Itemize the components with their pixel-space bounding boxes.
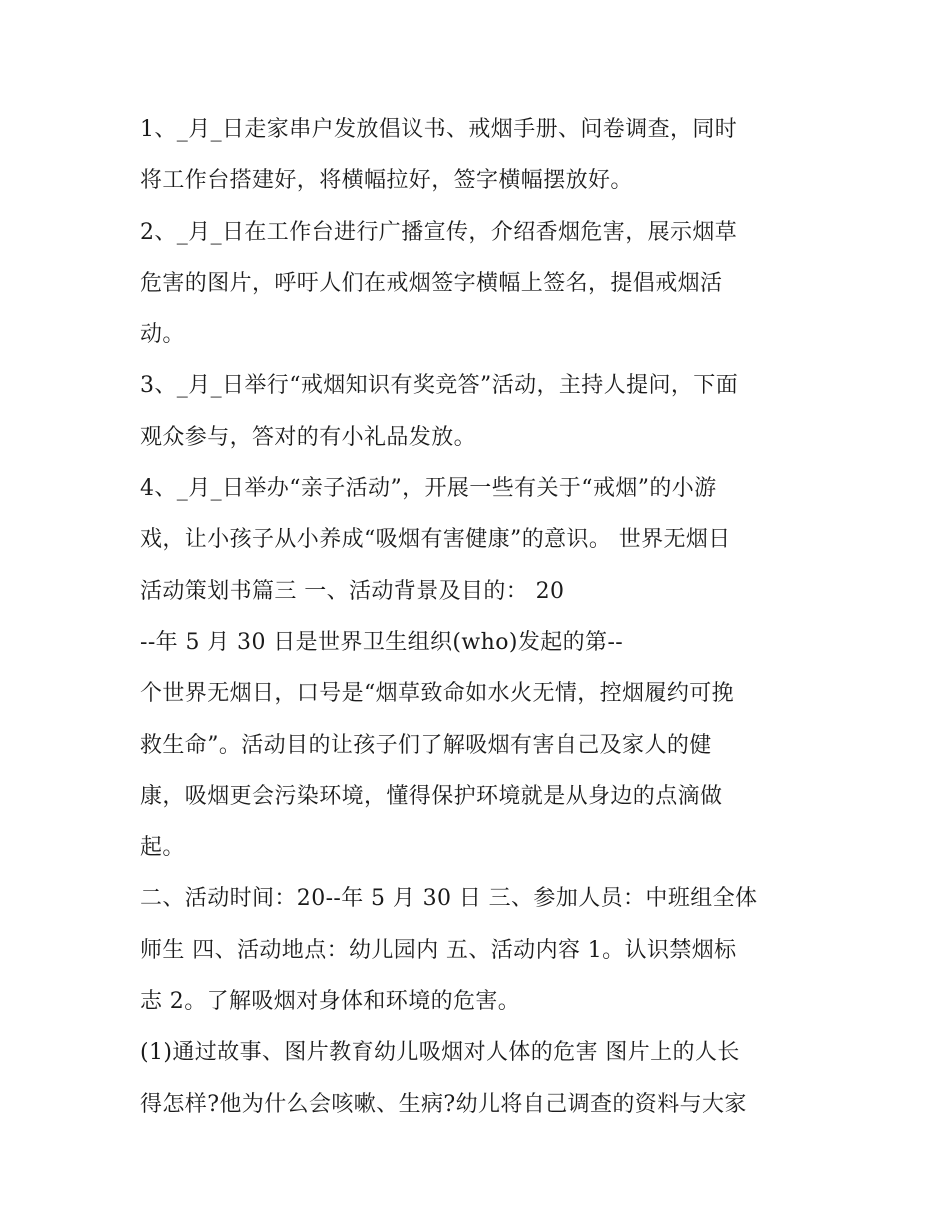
text-line: 观众参与，答对的有小礼品发放。 — [140, 424, 477, 450]
text-line: 二、活动时间：20--年 5 月 30 日 三、参加人员：中班组全体 — [140, 886, 758, 912]
text-line: 1、_月_日走家串户发放倡议书、戒烟手册、问卷调查，同时 — [140, 117, 738, 142]
text-line: 动。 — [140, 322, 185, 348]
text-line: 起。 — [140, 835, 185, 861]
text-line: 3、_月_日举行“戒烟知识有奖竞答”活动，主持人提问，下面 — [140, 373, 739, 399]
text-line: 师生 四、活动地点：幼儿园内 五、活动内容 1。认识禁烟标 — [140, 937, 737, 963]
text-line: 救生命”。活动目的让孩子们了解吸烟有害自己及家人的健 — [140, 732, 712, 758]
text-line: 志 2。了解吸烟对身体和环境的危害。 — [140, 989, 521, 1015]
text-line: 2、_月_日在工作台进行广播宣传，介绍香烟危害，展示烟草 — [140, 219, 738, 245]
text-line: (1)通过故事、图片教育幼儿吸烟对人体的危害 图片上的人长 — [140, 1040, 740, 1066]
document-body — [140, 104, 820, 1130]
text-line: 戏，让小孩子从小养成“吸烟有害健康”的意识。 世界无烟日 — [140, 527, 731, 553]
text-line: 活动策划书篇三 一、活动背景及目的： 20 — [140, 578, 565, 604]
text-line: 危害的图片，呼吁人们在戒烟签字横幅上签名，提倡戒烟活 — [140, 270, 723, 296]
text-line: 将工作台搭建好，将横幅拉好，签字横幅摆放好。 — [140, 168, 633, 194]
text-line: 4、_月_日举办“亲子活动”，开展一些有关于“戒烟”的小游 — [140, 476, 717, 502]
text-line: 个世界无烟日，口号是“烟草致命如水火无情，控烟履约可挽 — [140, 681, 735, 707]
text-line: 康，吸烟更会污染环境，懂得保护环境就是从身边的点滴做 — [140, 783, 723, 809]
text-line: --年 5 月 30 日是世界卫生组织(who)发起的第-- — [140, 629, 624, 655]
text-line: 得怎样?他为什么会咳嗽、生病?幼儿将自己调查的资料与大家 — [140, 1091, 747, 1117]
